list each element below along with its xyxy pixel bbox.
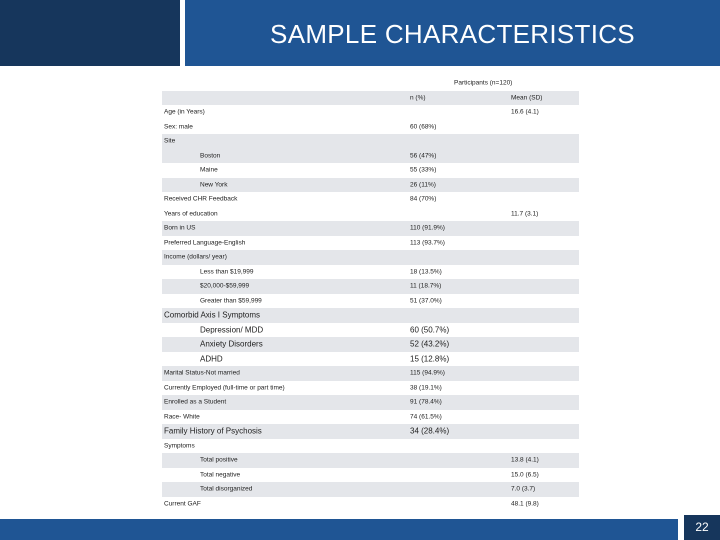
row-label: Family History of Psychosis: [164, 426, 262, 436]
table-row: [162, 265, 579, 280]
row-n-percent: 74 (61.5%): [410, 413, 442, 421]
row-n-percent: 34 (28.4%): [410, 426, 450, 436]
row-label: Total negative: [200, 471, 241, 479]
row-label: Symptoms: [164, 442, 195, 450]
row-n-percent: 110 (91.9%): [410, 224, 445, 232]
row-n-percent: 15 (12.8%): [410, 354, 450, 364]
table-row: [162, 395, 579, 410]
row-mean-sd: 48.1 (9.8): [511, 500, 539, 508]
table-row: [162, 149, 579, 164]
table-row: [162, 439, 579, 454]
header-dark-panel: [0, 0, 180, 66]
row-label: Age (in Years): [164, 108, 205, 116]
table-row: [162, 468, 579, 483]
table-row: [162, 192, 579, 207]
column-header-n: n (%): [410, 94, 426, 102]
table-row: [162, 236, 579, 251]
row-label: Comorbid Axis I Symptoms: [164, 310, 261, 320]
table-row: [162, 352, 579, 367]
row-n-percent: 11 (18.7%): [410, 282, 442, 290]
table-column-header-row: [162, 91, 579, 106]
row-n-percent: 115 (94.9%): [410, 369, 445, 377]
row-mean-sd: 16.6 (4.1): [511, 108, 539, 116]
row-label: Income (dollars/ year): [164, 253, 227, 261]
footer-bar: [0, 519, 678, 540]
row-label: Race- White: [164, 413, 200, 421]
sample-characteristics-table: [162, 76, 579, 511]
row-label: Maine: [200, 166, 218, 174]
row-label: $20,000-$59,999: [200, 282, 250, 290]
row-label: Total disorganized: [200, 485, 253, 493]
row-n-percent: 84 (70%): [410, 195, 437, 203]
slide-title: SAMPLE CHARACTERISTICS: [270, 19, 635, 49]
row-label: Born in US: [164, 224, 196, 232]
row-label: Boston: [200, 152, 221, 160]
row-n-percent: 113 (93.7%): [410, 239, 445, 247]
row-label: Marital Status-Not married: [164, 369, 240, 377]
row-n-percent: 56 (47%): [410, 152, 437, 160]
row-n-percent: 26 (11%): [410, 181, 436, 189]
table-body: [162, 105, 579, 511]
row-label: Greater than $59,999: [200, 297, 262, 305]
table-row: [162, 381, 579, 396]
row-mean-sd: 11.7 (3.1): [511, 210, 539, 218]
table-row: [162, 323, 579, 338]
row-label: Depression/ MDD: [200, 325, 264, 335]
row-n-percent: 55 (33%): [410, 166, 437, 174]
table-row: [162, 163, 579, 178]
table-row: [162, 250, 579, 265]
row-n-percent: 18 (13.5%): [410, 268, 442, 276]
row-n-percent: 38 (19.1%): [410, 384, 442, 392]
table-row: [162, 424, 579, 439]
row-label: New York: [200, 181, 228, 189]
table-row: [162, 453, 579, 468]
table-row: [162, 207, 579, 222]
page-number: 22: [684, 515, 720, 540]
table-row: [162, 337, 579, 352]
table-row: [162, 294, 579, 309]
row-label: Enrolled as a Student: [164, 398, 227, 406]
row-mean-sd: 13.8 (4.1): [511, 456, 539, 464]
table-row: [162, 134, 579, 149]
table-row: [162, 366, 579, 381]
row-label: Total positive: [200, 456, 238, 464]
table-row: [162, 497, 579, 512]
row-label: Site: [164, 137, 176, 145]
row-n-percent: 60 (68%): [410, 123, 437, 131]
row-label: Sex: male: [164, 123, 193, 131]
row-n-percent: 52 (43.2%): [410, 339, 450, 349]
row-label: Currently Employed (full-time or part time): [164, 384, 285, 392]
table-row: [162, 120, 579, 135]
row-label: Anxiety Disorders: [200, 339, 263, 349]
row-label: ADHD: [200, 354, 223, 364]
row-label: Years of education: [164, 210, 218, 218]
table-row: [162, 308, 579, 323]
table-row: [162, 178, 579, 193]
row-label: Less than $19,999: [200, 268, 254, 276]
row-label: Received CHR Feedback: [164, 195, 238, 203]
row-mean-sd: 7.0 (3.7): [511, 485, 536, 493]
table-row: [162, 105, 579, 120]
table-row: [162, 279, 579, 294]
column-header-mean: Mean (SD): [511, 94, 543, 102]
row-label: Preferred Language-English: [164, 239, 246, 247]
table-row: [162, 482, 579, 497]
table-row: [162, 221, 579, 236]
table-group-header-row: [162, 76, 579, 91]
row-mean-sd: 15.0 (6.5): [511, 471, 539, 479]
row-n-percent: 91 (78.4%): [410, 398, 442, 406]
table-row: [162, 410, 579, 425]
participants-header: Participants (n=120): [454, 79, 513, 87]
row-n-percent: 51 (37.0%): [410, 297, 442, 305]
row-n-percent: 60 (50.7%): [410, 325, 450, 335]
row-label: Current GAF: [164, 500, 201, 508]
